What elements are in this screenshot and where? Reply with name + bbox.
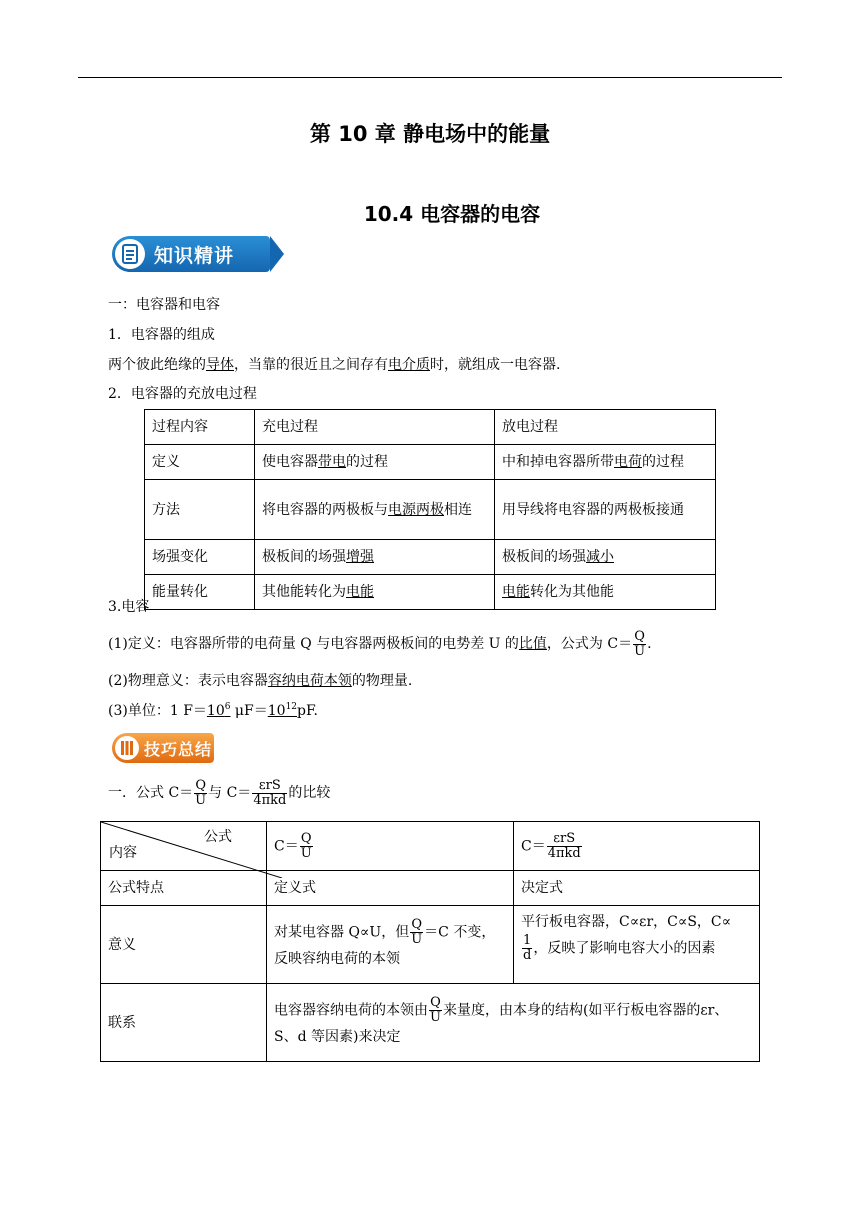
header-rule: [78, 77, 782, 78]
table-header: 过程内容: [145, 410, 255, 445]
knowledge-badge: [112, 236, 270, 272]
meaning-text: (2)物理意义：表示电容器容纳电荷本领的物理量.: [108, 673, 413, 689]
table-row: 方法 将电容器的两极板与电源两极相连 用导线将电容器的两极板接通: [145, 480, 716, 540]
table-row: 场强变化 极板间的场强增强 极板间的场强减小: [145, 540, 716, 575]
fraction: $\frac{Q}{U}$: [634, 628, 646, 659]
table-row: 定义 使电容器带电的过程 中和掉电容器所带电荷的过程: [145, 445, 716, 480]
composition-text: 两个彼此绝缘的导体，当靠的很近且之间存有电介质时，就组成一电容器.: [108, 357, 561, 373]
definition-text: (1)定义：电容器所带的电荷量 Q 与电容器两极板间的电势差 U 的比值，公式为 C＝ $\frac{Q}{U}$ .: [108, 628, 652, 659]
chapter-title: 第 10 章 静电场中的能量: [309, 122, 551, 146]
charge-discharge-table: [144, 409, 716, 610]
books-icon: [115, 736, 139, 760]
heading-capacitance: 3.电容: [108, 599, 150, 615]
heading-charging: 2．电容器的充放电过程: [108, 386, 257, 402]
comparison-heading: 一．公式 C＝ $\frac{Q}{U}$ 与 C＝ εrS 4πkd 的比较: [108, 777, 331, 808]
diagonal-header-cell: 公式 内容: [101, 822, 267, 871]
knowledge-badge-label: 知识精讲: [154, 245, 235, 267]
skills-badge: [112, 733, 214, 763]
formula-comparison-table: 公式 内容 C＝ $\frac{Q}{U}$ C＝ εrS 4πkd 公式特点 定义式 决定式 意义 对某电容器 Q∝U，但 $\frac{Q}{U}$ ＝C 不变， 反映容纳电荷的本领 平行板电容器，C∝εr，C∝S，C∝ $\frac{1}{d}$ ，反映了影响电容大小的因素 联系 电容器容纳电荷的本领由 $\frac{Q}{U}$ 来量度，由本身的结构(如平行板电容器的εr、 S、d 等因素)来决定: [100, 821, 760, 1062]
heading-composition: 1．电容器的组成: [108, 327, 215, 343]
unit-text: (3)单位：1 $F=10^6$ $\mu F=10^{12}pF$.: [108, 702, 318, 719]
table-row: 意义 对某电容器 Q∝U，但 $\frac{Q}{U}$ ＝C 不变， 反映容纳电荷的本领 平行板电容器，C∝εr，C∝S，C∝ $\frac{1}{d}$ ，反映了影响电容大小的因素: [101, 906, 760, 984]
table-row: 联系 电容器容纳电荷的本领由 $\frac{Q}{U}$ 来量度，由本身的结构(如平行板电容器的εr、 S、d 等因素)来决定: [101, 984, 760, 1062]
table-header: 放电过程: [495, 410, 716, 445]
section-title: 10.4 电容器的电容: [363, 202, 541, 226]
table-row: 能量转化 其他能转化为电能 电能转化为其他能: [145, 575, 716, 610]
heading-capacitor: 一：电容器和电容: [108, 297, 220, 313]
table-header: 充电过程: [255, 410, 495, 445]
clipboard-icon: [115, 239, 145, 269]
skills-badge-label: 技巧总结: [144, 740, 213, 759]
table-row: 公式特点 定义式 决定式: [101, 871, 760, 906]
